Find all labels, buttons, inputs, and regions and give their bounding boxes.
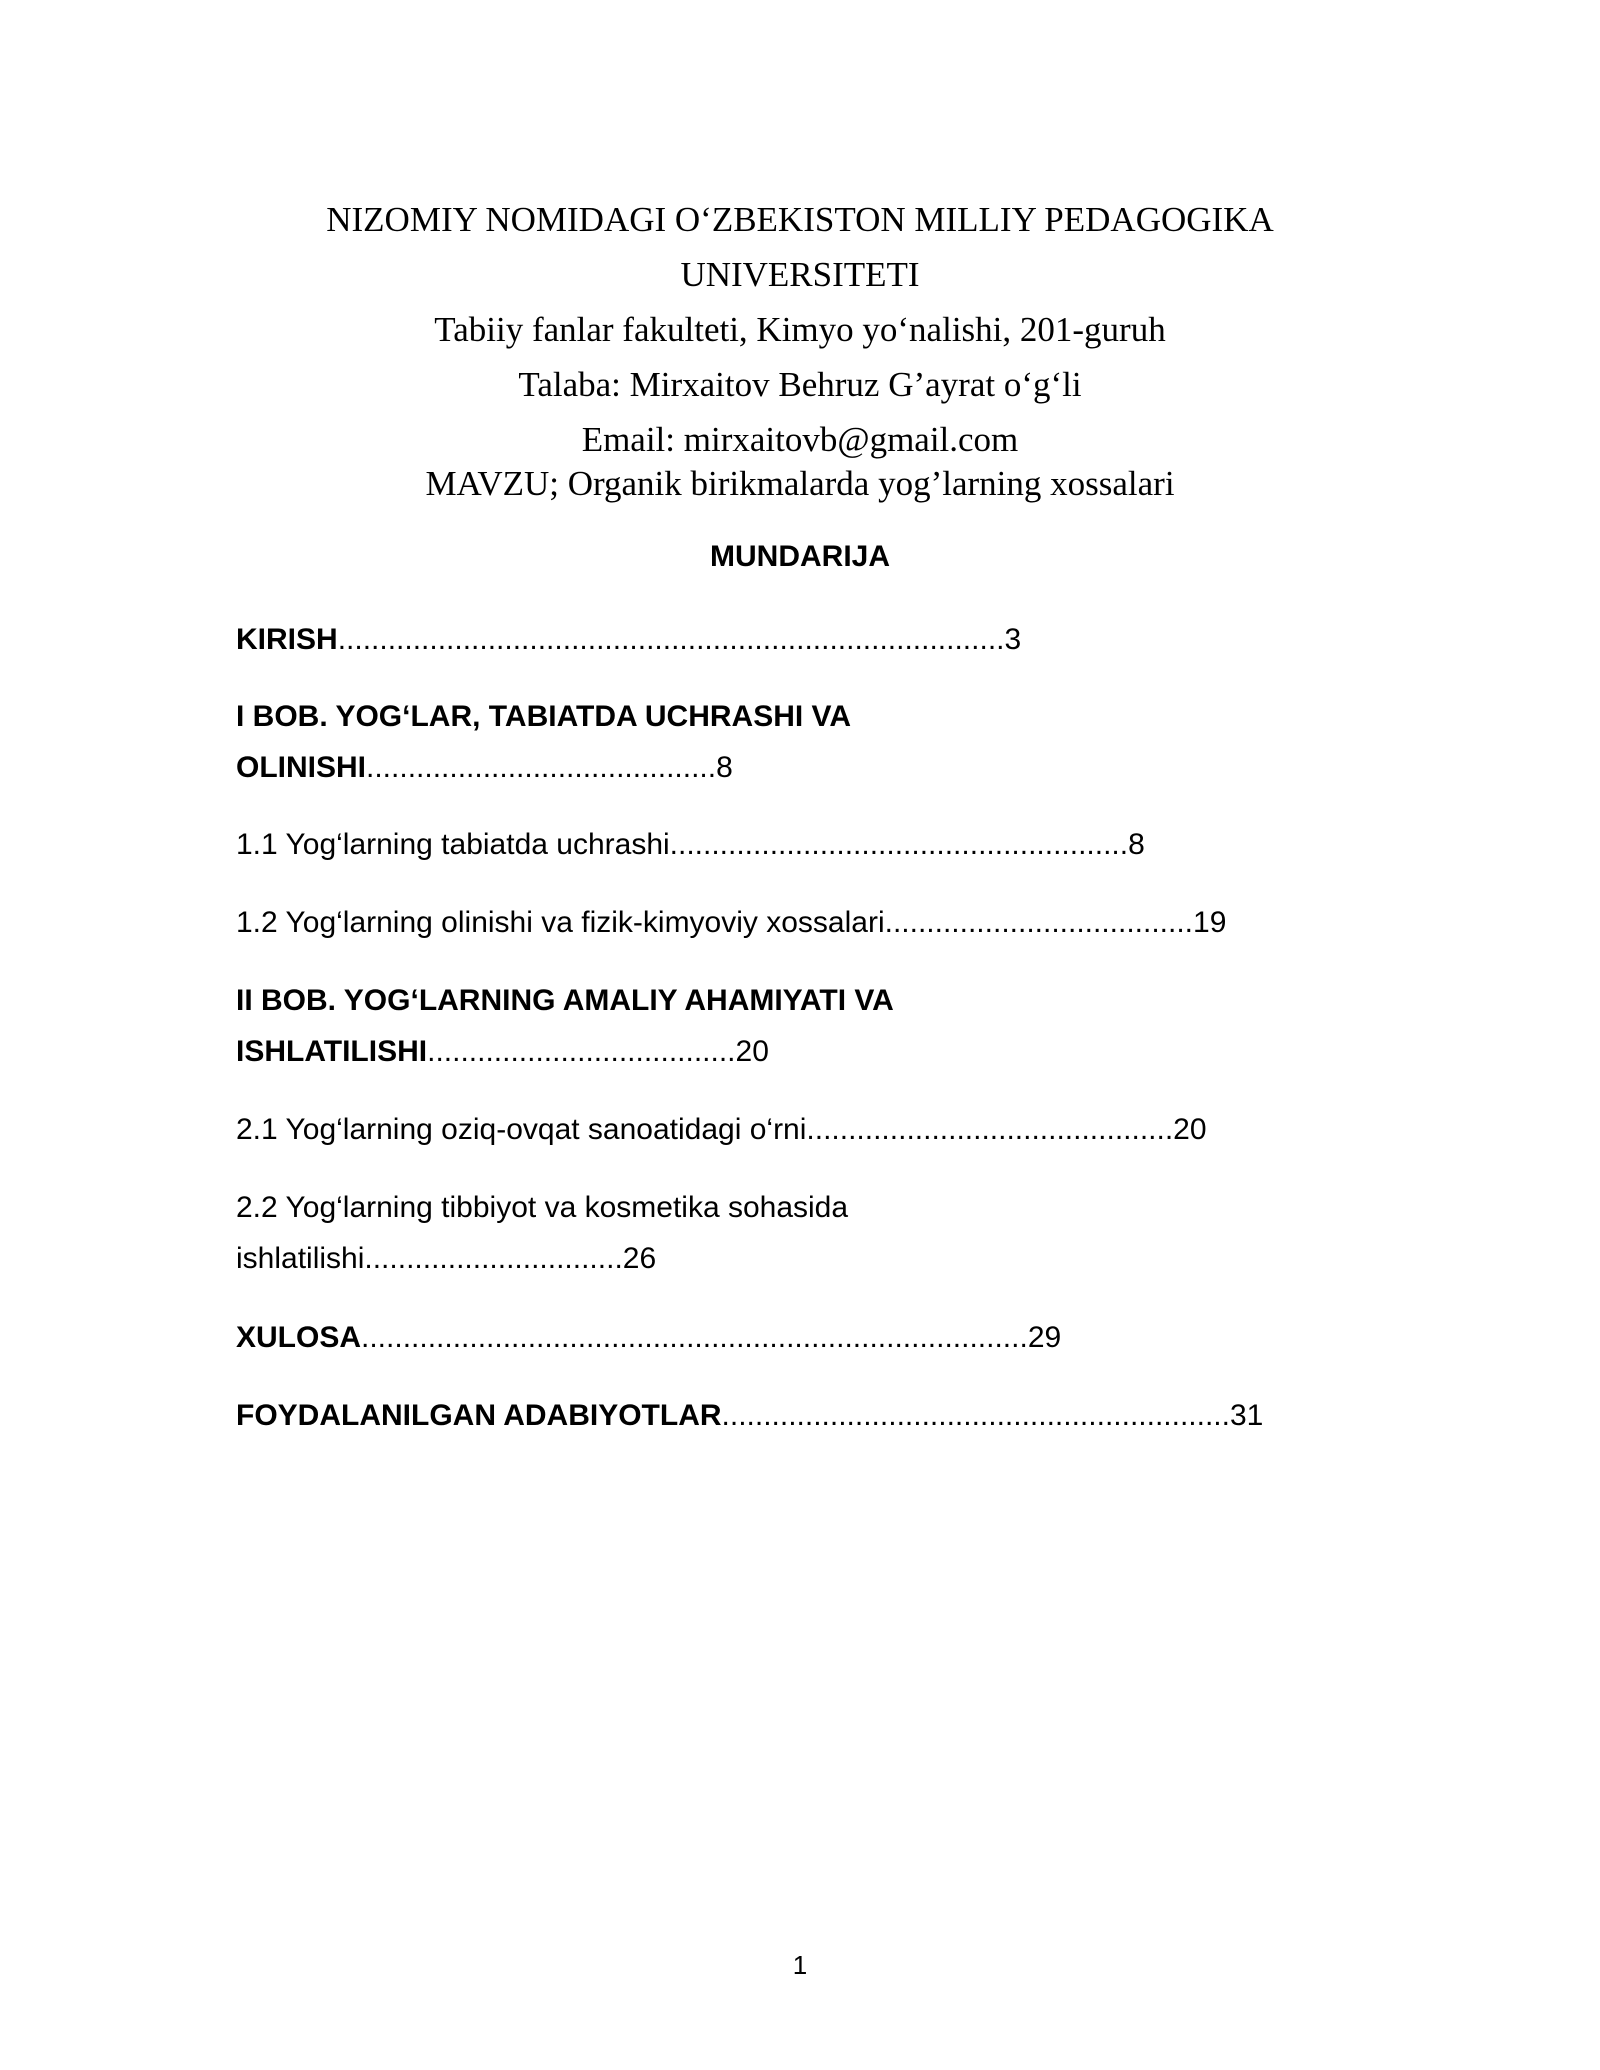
student-line: Talaba: Mirxaitov Behruz G’ayrat o‘g‘li <box>518 365 1082 404</box>
toc-entry-bob1-line1 <box>236 702 851 732</box>
toc-entry-label: ishlatilishi <box>236 1242 365 1275</box>
toc-leader: ..................................... <box>884 906 1194 939</box>
toc-page-number: 3 <box>1004 623 1022 656</box>
toc-entry-label: OLINISHI <box>236 751 367 784</box>
toc-entry-label: FOYDALANILGAN ADABIYOTLAR <box>236 1399 722 1432</box>
toc-entry-label: 2.2 Yog‘larning tibbiyot va kosmetika sohasida <box>236 1191 849 1224</box>
toc-entry-2-2-line2 <box>236 1244 656 1274</box>
toc-entry-2-2-line1 <box>236 1193 848 1223</box>
faculty-line: Tabiiy fanlar fakulteti, Kimyo yo‘nalishi, 201-guruh <box>434 310 1166 349</box>
toc-leader: ............................................ <box>806 1113 1174 1146</box>
toc-entry-label: ISHLATILISHI <box>236 1035 428 1068</box>
toc-entry-label: KIRISH <box>236 623 338 656</box>
toc-leader: ............................................................. <box>721 1399 1230 1432</box>
toc-entry-label: II BOB. YOG‘LARNING AMALIY AHAMIYATI VA <box>236 984 894 1017</box>
toc-leader: ................................................................................ <box>337 623 1005 656</box>
toc-page-number: 20 <box>735 1035 769 1068</box>
toc-leader: ............................... <box>364 1242 623 1275</box>
toc-entry-label: XULOSA <box>236 1321 362 1354</box>
toc-entry-1-1 <box>236 830 1145 860</box>
toc-entry-xulosa <box>236 1323 1061 1353</box>
toc-leader: .......................................... <box>366 751 717 784</box>
toc-leader: ....................................................... <box>669 828 1129 861</box>
toc-entry-adabiyotlar <box>236 1401 1263 1431</box>
toc-leader: ..................................... <box>427 1035 736 1068</box>
toc-entry-1-2 <box>236 908 1226 938</box>
toc-title: MUNDARIJA <box>710 540 890 573</box>
university-name-line1: NIZOMIY NOMIDAGI O‘ZBEKISTON MILLIY PEDAGOGIKA <box>326 200 1274 239</box>
toc-entry-bob1-line2 <box>236 753 733 783</box>
toc-entry-label: 1.1 Yog‘larning tabiatda uchrashi <box>236 828 670 861</box>
toc-entry-label: 2.1 Yog‘larning oziq-ovqat sanoatidagi o‘rni <box>236 1113 807 1146</box>
toc-entry-label: I BOB. YOG‘LAR, TABIATDA UCHRASHI VA <box>236 700 851 733</box>
toc-page-number: 29 <box>1027 1321 1062 1354</box>
toc-page-number: 31 <box>1229 1399 1264 1432</box>
email-line: Email: mirxaitovb@gmail.com <box>581 420 1019 459</box>
toc-page-number: 26 <box>622 1242 657 1275</box>
toc-page-number: 8 <box>1128 828 1145 861</box>
toc-page-number: 19 <box>1193 906 1227 939</box>
toc-entry-label: 1.2 Yog‘larning olinishi va fizik-kimyoviy xossalari <box>236 906 885 939</box>
university-name-line2: UNIVERSITETI <box>680 255 920 294</box>
toc-page-number: 8 <box>716 751 733 784</box>
topic-line: MAVZU; Organik birikmalarda yog’larning xossalari <box>425 464 1175 503</box>
toc-entry-bob2-line2 <box>236 1037 769 1067</box>
page-number: 1 <box>792 1950 808 1980</box>
toc-page-number: 20 <box>1173 1113 1207 1146</box>
toc-entry-2-1 <box>236 1115 1207 1145</box>
toc-entry-bob2-line1 <box>236 986 894 1016</box>
toc-leader: ................................................................................ <box>361 1321 1028 1354</box>
toc-entry-kirish <box>236 625 1021 655</box>
